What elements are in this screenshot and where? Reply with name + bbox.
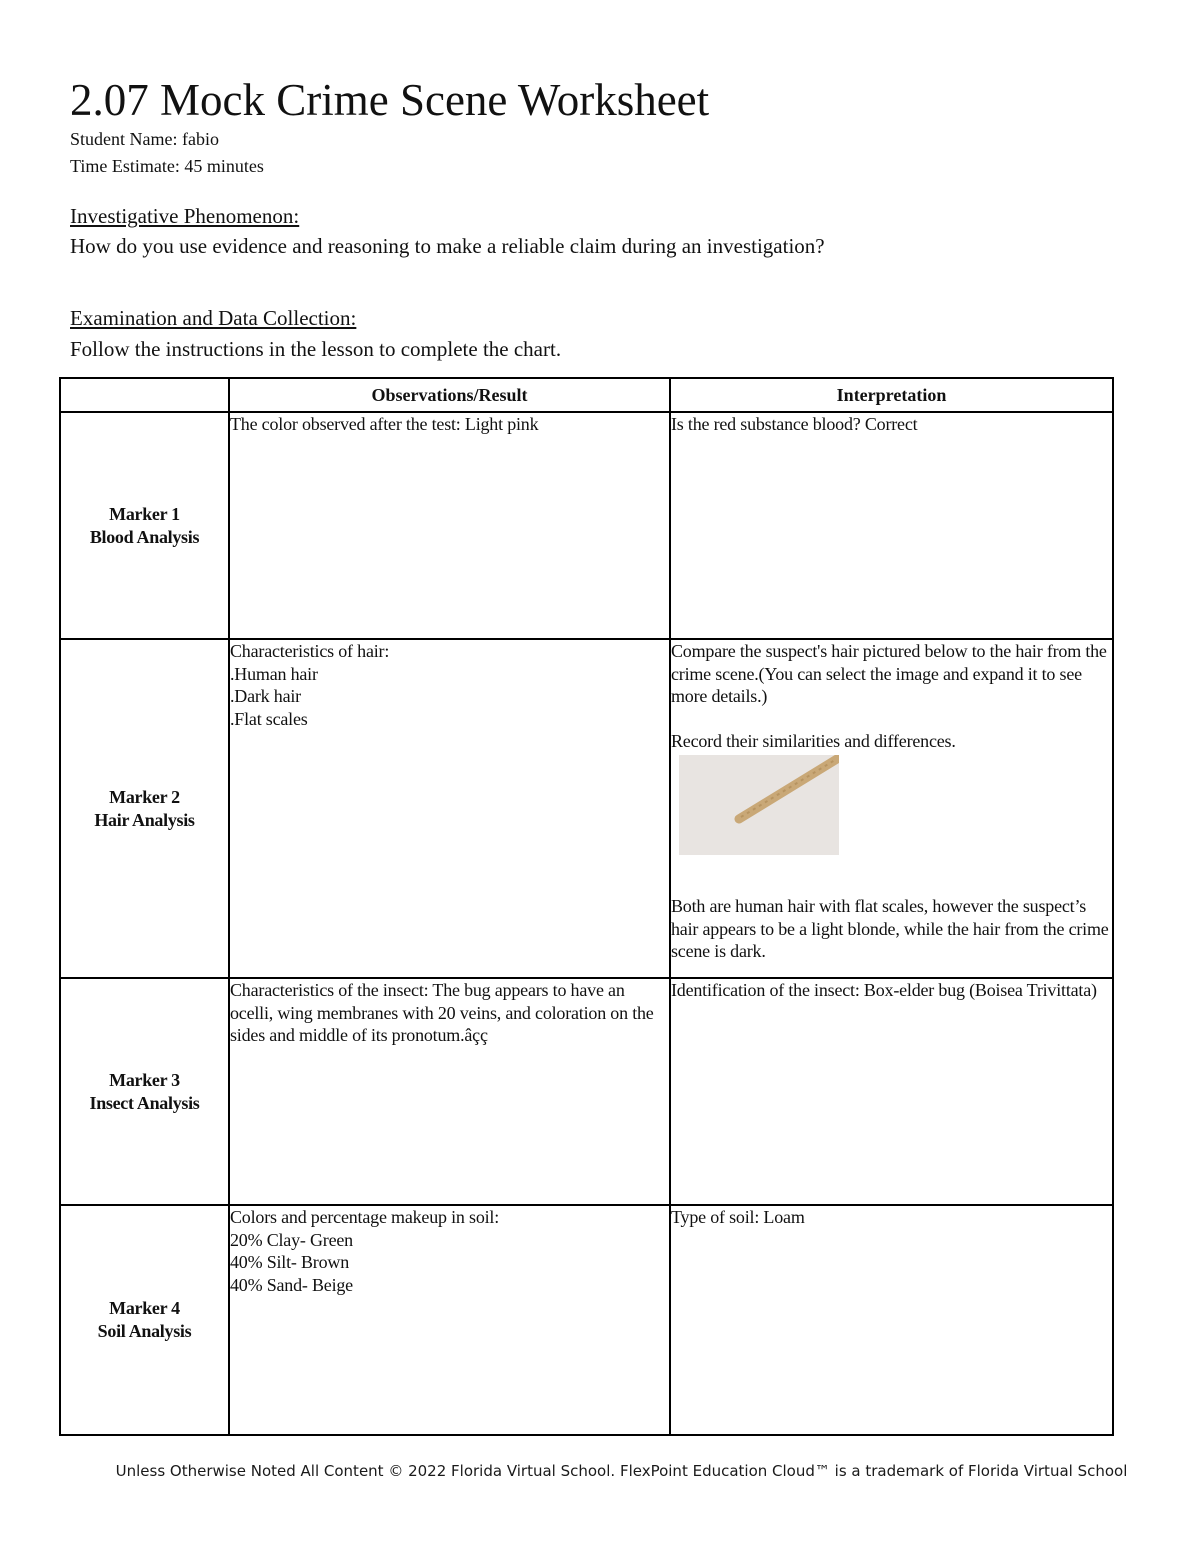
marker-number: Marker 2 [109, 786, 180, 807]
marker-label [60, 412, 229, 639]
table-row [60, 412, 1113, 639]
marker-analysis: Insect Analysis [89, 1092, 200, 1113]
interpretation-text: Is the red substance blood? Correct [671, 414, 918, 434]
phenomenon-question: How do you use evidence and reasoning to make a reliable claim during an investigation? [70, 234, 825, 258]
observation-text: Characteristics of hair: [230, 641, 390, 661]
phenomenon-heading: Investigative Phenomenon: [70, 204, 300, 228]
data-collection-chart [59, 377, 1114, 1436]
chart-header-row [60, 378, 1113, 412]
marker-analysis: Soil Analysis [97, 1321, 192, 1341]
interpretation-text: Record their similarities and differences. [671, 730, 956, 751]
header-interpretation: Interpretation [670, 378, 1113, 412]
observations-cell[interactable] [229, 412, 670, 639]
time-estimate: Time Estimate: 45 minutes [70, 156, 264, 176]
observations-cell[interactable] [229, 639, 670, 978]
table-row [60, 1205, 1113, 1435]
examination-heading: Examination and Data Collection: [70, 306, 357, 330]
interpretation-cell[interactable] [670, 1205, 1113, 1435]
marker-number: Marker 1 [109, 503, 180, 524]
interpretation-text: Identification of the insect: Box-elder bug (Boisea Trivittata) [671, 980, 1097, 1000]
examination-instructions: Follow the instructions in the lesson to complete the chart. [70, 337, 562, 361]
observation-text: .Dark hair [230, 686, 301, 706]
observation-text: Characteristics of the insect: The bug appears to have an ocelli, wing membranes with 20 veins, and coloration on the sides and middle of its pronotum.âçç [230, 980, 654, 1045]
interpretation-cell[interactable] [670, 639, 1113, 978]
interpretation-text: Both are human hair with flat scales, however the suspect’s hair appears to be a light blonde, while the hair from the crime scene is dark. [671, 896, 1109, 961]
marker-label [60, 1205, 229, 1435]
marker-label [60, 978, 229, 1205]
observation-text: .Flat scales [230, 708, 308, 729]
observation-text: Colors and percentage makeup in soil: [230, 1207, 500, 1227]
copyright-footer: Unless Otherwise Noted All Content © 2022 Florida Virtual School. FlexPoint Education Cloud™ is a trademark of Florida Virtual School [115, 1462, 1128, 1480]
marker-analysis: Blood Analysis [89, 526, 200, 547]
table-row [60, 639, 1113, 978]
observation-text: 20% Clay- Green [230, 1229, 353, 1250]
student-name: Student Name: fabio [70, 129, 219, 149]
header-observations: Observations/Result [229, 378, 670, 412]
interpretation-cell[interactable] [670, 412, 1113, 639]
table-row [60, 978, 1113, 1205]
interpretation-text: Compare the suspect's hair pictured below to the hair from the crime scene.(You can select the image and expand it to see more details.) [671, 641, 1107, 706]
observations-cell[interactable] [229, 1205, 670, 1435]
page-title: 2.07 Mock Crime Scene Worksheet [70, 75, 710, 125]
marker-analysis: Hair Analysis [94, 809, 195, 830]
marker-number: Marker 4 [109, 1298, 180, 1318]
observation-text: 40% Silt- Brown [230, 1252, 350, 1272]
suspect-hair-image[interactable] [679, 755, 839, 855]
observation-text: .Human hair [230, 663, 318, 684]
observation-text: 40% Sand- Beige [230, 1274, 353, 1295]
marker-number: Marker 3 [109, 1069, 180, 1090]
interpretation-cell[interactable] [670, 978, 1113, 1205]
interpretation-text: Type of soil: Loam [671, 1207, 805, 1227]
observations-cell[interactable] [229, 978, 670, 1205]
marker-label [60, 639, 229, 978]
observation-text: The color observed after the test: Light pink [230, 414, 539, 434]
header-blank [60, 378, 229, 412]
